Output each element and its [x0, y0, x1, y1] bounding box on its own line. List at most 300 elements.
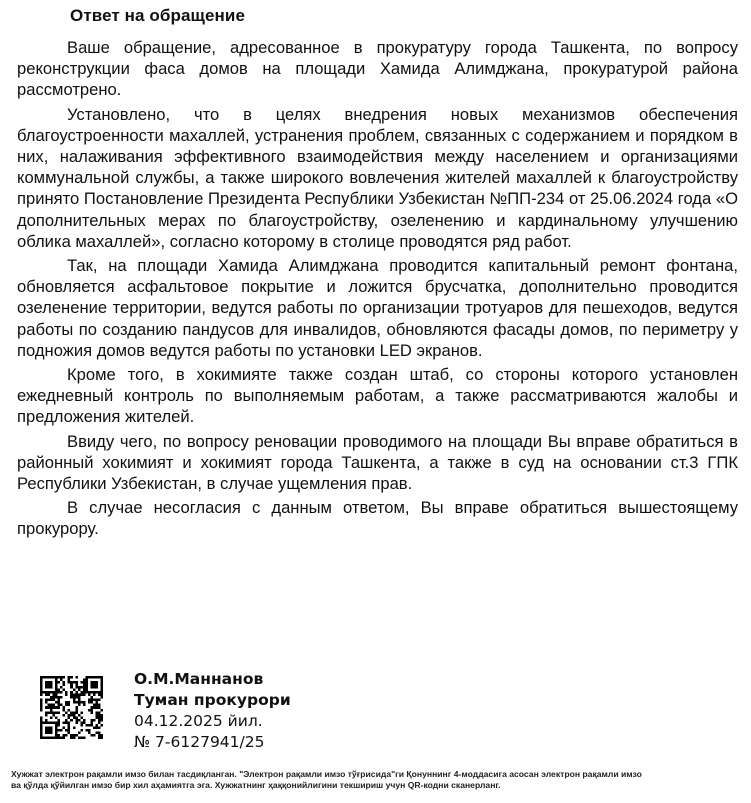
- qr-module: [48, 736, 51, 739]
- qr-module: [50, 711, 53, 714]
- qr-module: [73, 714, 76, 717]
- qr-module: [100, 686, 103, 689]
- qr-module: [78, 696, 81, 699]
- qr-module: [73, 726, 76, 729]
- qr-module: [45, 699, 48, 702]
- qr-module: [80, 724, 83, 727]
- qr-module: [40, 716, 43, 719]
- qr-module: [43, 736, 46, 739]
- paragraph-right-to-appeal: Ввиду чего, по вопросу реновации проводимого на площади Вы вправе обратиться в районный хокимият и хокимият города Ташкента, а также в суд на основании ст.3 ГПК Республики Узбекистан, в случае ущемления прав.: [17, 431, 738, 494]
- qr-module: [88, 724, 91, 727]
- qr-module: [50, 691, 53, 694]
- signatory-position: Туман прокурори: [134, 691, 291, 709]
- qr-module: [78, 704, 81, 707]
- qr-module: [45, 726, 48, 729]
- qr-module: [90, 701, 93, 704]
- qr-module: [58, 696, 61, 699]
- qr-module: [95, 701, 98, 704]
- qr-module: [73, 689, 76, 692]
- qr-module: [70, 696, 73, 699]
- qr-module: [58, 676, 61, 679]
- qr-module: [55, 684, 58, 687]
- qr-module: [88, 676, 91, 679]
- qr-module: [100, 676, 103, 679]
- qr-module: [65, 711, 68, 714]
- qr-module: [48, 721, 51, 724]
- qr-module: [83, 686, 86, 689]
- qr-module: [55, 694, 58, 697]
- qr-module: [68, 729, 71, 732]
- qr-module: [68, 731, 71, 734]
- qr-module: [63, 709, 66, 712]
- qr-module: [100, 709, 103, 712]
- qr-module: [40, 731, 43, 734]
- footer-line: ва қўлда қўйилган имзо бир хил аҳамиятга эга. Хужжатнинг ҳаққонийлигини текшириш учун QR-кодни сканерланг.: [11, 780, 501, 790]
- qr-module: [50, 684, 53, 687]
- qr-module: [40, 724, 43, 727]
- qr-module: [90, 706, 93, 709]
- qr-module: [63, 736, 66, 739]
- qr-module: [93, 694, 96, 697]
- qr-module: [68, 709, 71, 712]
- qr-module: [45, 729, 48, 732]
- qr-module: [45, 711, 48, 714]
- qr-module: [80, 721, 83, 724]
- qr-module: [68, 681, 71, 684]
- qr-module: [55, 724, 58, 727]
- qr-module: [95, 731, 98, 734]
- qr-module: [53, 699, 56, 702]
- qr-module: [65, 719, 68, 722]
- qr-module: [93, 676, 96, 679]
- qr-module: [75, 734, 78, 737]
- qr-module: [55, 726, 58, 729]
- qr-module: [40, 699, 43, 702]
- paragraph-headquarters: Кроме того, в хокимияте также создан штаб, со стороны которого установлен ежедневный контроль по выполняемым работам, а также рассматриваются жалобы и предложения жителей.: [17, 365, 738, 427]
- qr-module: [95, 684, 98, 687]
- qr-module: [68, 724, 71, 727]
- qr-module: [40, 684, 43, 687]
- qr-module: [40, 686, 43, 689]
- qr-module: [70, 676, 73, 679]
- qr-module: [55, 696, 58, 699]
- qr-module: [60, 691, 63, 694]
- qr-module: [95, 699, 98, 702]
- qr-module: [50, 681, 53, 684]
- qr-module: [40, 734, 43, 737]
- qr-module: [100, 719, 103, 722]
- qr-module: [55, 711, 58, 714]
- qr-module: [75, 681, 78, 684]
- qr-module: [55, 701, 58, 704]
- qr-module: [75, 716, 78, 719]
- qr-module: [63, 714, 66, 717]
- qr-module: [98, 734, 101, 737]
- qr-module: [88, 691, 91, 694]
- qr-module: [63, 681, 66, 684]
- qr-module: [73, 696, 76, 699]
- qr-module: [95, 691, 98, 694]
- qr-module: [48, 686, 51, 689]
- qr-module: [78, 714, 81, 717]
- qr-module: [55, 689, 58, 692]
- qr-module: [40, 681, 43, 684]
- qr-module: [85, 676, 88, 679]
- qr-module: [58, 734, 61, 737]
- qr-module: [50, 709, 53, 712]
- qr-module: [90, 734, 93, 737]
- qr-module: [45, 706, 48, 709]
- qr-module: [53, 711, 56, 714]
- qr-module: [73, 681, 76, 684]
- qr-module: [88, 709, 91, 712]
- qr-module: [45, 676, 48, 679]
- signatory-name: О.М.Маннанов: [134, 670, 264, 688]
- qr-module: [63, 734, 66, 737]
- qr-module: [63, 684, 66, 687]
- qr-module: [40, 676, 43, 679]
- qr-module: [83, 701, 86, 704]
- qr-module: [78, 701, 81, 704]
- qr-module: [75, 684, 78, 687]
- qr-module: [65, 704, 68, 707]
- qr-module: [85, 679, 88, 682]
- qr-module: [83, 679, 86, 682]
- qr-module: [73, 699, 76, 702]
- qr-module: [83, 704, 86, 707]
- qr-module: [95, 711, 98, 714]
- document-body: [17, 37, 738, 543]
- qr-module: [83, 721, 86, 724]
- qr-module: [40, 679, 43, 682]
- qr-module: [100, 736, 103, 739]
- qr-module: [80, 736, 83, 739]
- qr-module: [63, 706, 66, 709]
- qr-module: [98, 714, 101, 717]
- qr-module: [70, 734, 73, 737]
- qr-module: [70, 714, 73, 717]
- qr-module: [45, 721, 48, 724]
- qr-module: [43, 691, 46, 694]
- qr-module: [48, 681, 51, 684]
- qr-module: [40, 704, 43, 707]
- qr-module: [58, 699, 61, 702]
- qr-module: [73, 711, 76, 714]
- qr-module: [58, 704, 61, 707]
- qr-module: [55, 686, 58, 689]
- qr-module: [93, 734, 96, 737]
- qr-module: [45, 719, 48, 722]
- paragraph-disagreement: В случае несогласия с данным ответом, Вы вправе обратиться вышестоящему прокурору.: [17, 498, 738, 539]
- qr-module: [75, 721, 78, 724]
- qr-module: [40, 694, 43, 697]
- qr-module: [60, 676, 63, 679]
- qr-module: [50, 726, 53, 729]
- qr-module: [93, 704, 96, 707]
- qr-module: [50, 696, 53, 699]
- signature-block: [134, 669, 291, 753]
- qr-module: [40, 709, 43, 712]
- qr-module: [95, 704, 98, 707]
- qr-module: [58, 701, 61, 704]
- qr-module: [100, 694, 103, 697]
- qr-module: [45, 684, 48, 687]
- qr-module: [45, 731, 48, 734]
- qr-module: [48, 691, 51, 694]
- qr-module: [90, 686, 93, 689]
- qr-module: [75, 701, 78, 704]
- footer-note: [11, 769, 743, 791]
- qr-module: [68, 726, 71, 729]
- qr-module: [63, 689, 66, 692]
- qr-module: [93, 681, 96, 684]
- qr-module: [98, 716, 101, 719]
- qr-module: [75, 711, 78, 714]
- qr-module: [93, 719, 96, 722]
- qr-module: [90, 681, 93, 684]
- qr-module: [98, 699, 101, 702]
- qr-module: [93, 706, 96, 709]
- qr-module: [100, 689, 103, 692]
- qr-module: [90, 684, 93, 687]
- qr-module: [53, 704, 56, 707]
- qr-module: [40, 726, 43, 729]
- qr-module: [40, 691, 43, 694]
- qr-module: [100, 716, 103, 719]
- qr-module: [95, 686, 98, 689]
- paragraph-resolution-basis: Установлено, что в целях внедрения новых механизмов обеспечения благоустроенности махаллей, устранения проблем, связанных с содержанием и порядком в них, налаживания эффективного взаимодействия между населением и организациями коммунальной службы, а также широкого вовлечения жителей махаллей к благоустройству принято Постановление Президента Республики Узбекистан №ПП-234 от 25.06.2024 года «О дополнительных мерах по благоустройству, озеленению и кардинальному улучшению облика махаллей», согласно которому в столице проводятся ряд работ.: [17, 104, 738, 251]
- qr-module: [53, 694, 56, 697]
- qr-module: [55, 721, 58, 724]
- qr-module: [50, 706, 53, 709]
- qr-module: [98, 736, 101, 739]
- qr-module: [85, 684, 88, 687]
- qr-module: [73, 734, 76, 737]
- qr-module: [78, 686, 81, 689]
- qr-module: [83, 681, 86, 684]
- qr-module: [95, 724, 98, 727]
- qr-module: [58, 719, 61, 722]
- qr-module: [83, 719, 86, 722]
- qr-module: [85, 686, 88, 689]
- qr-module: [45, 694, 48, 697]
- qr-module: [88, 699, 91, 702]
- qr-module: [68, 721, 71, 724]
- qr-module: [65, 734, 68, 737]
- qr-module: [45, 686, 48, 689]
- qr-module: [93, 684, 96, 687]
- qr-module: [53, 676, 56, 679]
- qr-module: [83, 691, 86, 694]
- qr-module: [100, 684, 103, 687]
- qr-module: [58, 706, 61, 709]
- qr-module: [58, 721, 61, 724]
- qr-module: [55, 691, 58, 694]
- qr-module: [58, 711, 61, 714]
- qr-module: [58, 689, 61, 692]
- qr-module: [85, 724, 88, 727]
- qr-module: [58, 736, 61, 739]
- qr-module: [98, 721, 101, 724]
- qr-module: [88, 729, 91, 732]
- qr-module: [43, 721, 46, 724]
- qr-module: [53, 721, 56, 724]
- qr-module: [48, 711, 51, 714]
- qr-module: [55, 681, 58, 684]
- qr-module: [55, 729, 58, 732]
- qr-module: [48, 704, 51, 707]
- qr-module: [100, 691, 103, 694]
- qr-module: [53, 691, 56, 694]
- qr-module: [53, 706, 56, 709]
- qr-module: [50, 736, 53, 739]
- qr-module: [100, 679, 103, 682]
- qr-code[interactable]: [40, 676, 103, 739]
- qr-module: [90, 719, 93, 722]
- qr-module: [48, 676, 51, 679]
- qr-module: [40, 706, 43, 709]
- qr-module: [95, 716, 98, 719]
- qr-module: [98, 676, 101, 679]
- qr-module: [78, 699, 81, 702]
- qr-module: [55, 734, 58, 737]
- qr-module: [73, 694, 76, 697]
- qr-module: [70, 684, 73, 687]
- qr-module: [55, 676, 58, 679]
- qr-module: [93, 726, 96, 729]
- qr-module: [100, 724, 103, 727]
- qr-module: [90, 709, 93, 712]
- qr-module: [68, 676, 71, 679]
- qr-module: [75, 706, 78, 709]
- qr-module: [55, 706, 58, 709]
- qr-module: [40, 736, 43, 739]
- qr-module: [55, 736, 58, 739]
- qr-module: [83, 689, 86, 692]
- qr-module: [53, 696, 56, 699]
- qr-module: [75, 719, 78, 722]
- qr-module: [83, 684, 86, 687]
- qr-module: [70, 686, 73, 689]
- qr-module: [63, 676, 66, 679]
- qr-module: [88, 701, 91, 704]
- qr-module: [78, 694, 81, 697]
- qr-module: [80, 701, 83, 704]
- qr-module: [68, 716, 71, 719]
- qr-module: [65, 694, 68, 697]
- qr-module: [50, 721, 53, 724]
- qr-module: [75, 696, 78, 699]
- qr-module: [60, 729, 63, 732]
- qr-module: [85, 681, 88, 684]
- qr-module: [70, 694, 73, 697]
- qr-module: [80, 711, 83, 714]
- qr-module: [53, 736, 56, 739]
- qr-module: [40, 701, 43, 704]
- qr-module: [98, 704, 101, 707]
- document-title: Ответ на обращение: [70, 6, 245, 25]
- qr-module: [83, 694, 86, 697]
- qr-module: [70, 736, 73, 739]
- qr-module: [80, 691, 83, 694]
- qr-module: [75, 686, 78, 689]
- qr-module: [93, 699, 96, 702]
- qr-module: [53, 714, 56, 717]
- qr-module: [48, 706, 51, 709]
- qr-module: [75, 676, 78, 679]
- qr-module: [48, 699, 51, 702]
- qr-module: [75, 709, 78, 712]
- qr-module: [90, 696, 93, 699]
- qr-module: [58, 681, 61, 684]
- qr-module: [70, 711, 73, 714]
- qr-module: [98, 694, 101, 697]
- qr-module: [60, 679, 63, 682]
- qr-module: [73, 701, 76, 704]
- qr-module: [63, 726, 66, 729]
- qr-module: [60, 696, 63, 699]
- qr-module: [98, 726, 101, 729]
- qr-module: [78, 689, 81, 692]
- qr-module: [48, 726, 51, 729]
- qr-module: [50, 704, 53, 707]
- qr-module: [65, 691, 68, 694]
- qr-module: [100, 696, 103, 699]
- qr-module: [68, 679, 71, 682]
- qr-module: [65, 729, 68, 732]
- qr-module: [98, 691, 101, 694]
- qr-module: [95, 706, 98, 709]
- qr-module: [68, 704, 71, 707]
- qr-module: [58, 729, 61, 732]
- qr-module: [80, 681, 83, 684]
- paragraph-works-list: Так, на площади Хамида Алимджана проводится капитальный ремонт фонтана, обновляется асфальтовое покрытие и ложится брусчатка, дополнительно проводится озеленение территории, ведутся работы по организации тротуаров для пешеходов, ведутся работы по созданию пандусов для инвалидов, обновляются фасады домов, по периметру у подножия домов ведутся работы по установки LED экранов.: [17, 256, 738, 360]
- qr-module: [73, 736, 76, 739]
- qr-module: [48, 684, 51, 687]
- qr-module: [80, 716, 83, 719]
- qr-module: [100, 714, 103, 717]
- qr-module: [50, 699, 53, 702]
- qr-module: [43, 676, 46, 679]
- qr-module: [48, 731, 51, 734]
- qr-module: [98, 731, 101, 734]
- qr-module: [78, 731, 81, 734]
- qr-module: [98, 711, 101, 714]
- qr-module: [78, 719, 81, 722]
- qr-module: [65, 721, 68, 724]
- qr-module: [98, 706, 101, 709]
- qr-module: [45, 691, 48, 694]
- qr-module: [83, 736, 86, 739]
- qr-module: [45, 681, 48, 684]
- qr-module: [90, 724, 93, 727]
- qr-module: [80, 686, 83, 689]
- qr-module: [55, 731, 58, 734]
- qr-module: [60, 736, 63, 739]
- qr-module: [45, 736, 48, 739]
- qr-module: [100, 734, 103, 737]
- qr-module: [50, 686, 53, 689]
- qr-module: [95, 676, 98, 679]
- qr-module: [58, 691, 61, 694]
- qr-module: [45, 701, 48, 704]
- qr-module: [40, 719, 43, 722]
- qr-module: [50, 729, 53, 732]
- qr-module: [90, 691, 93, 694]
- qr-module: [70, 719, 73, 722]
- qr-module: [40, 721, 43, 724]
- qr-module: [75, 694, 78, 697]
